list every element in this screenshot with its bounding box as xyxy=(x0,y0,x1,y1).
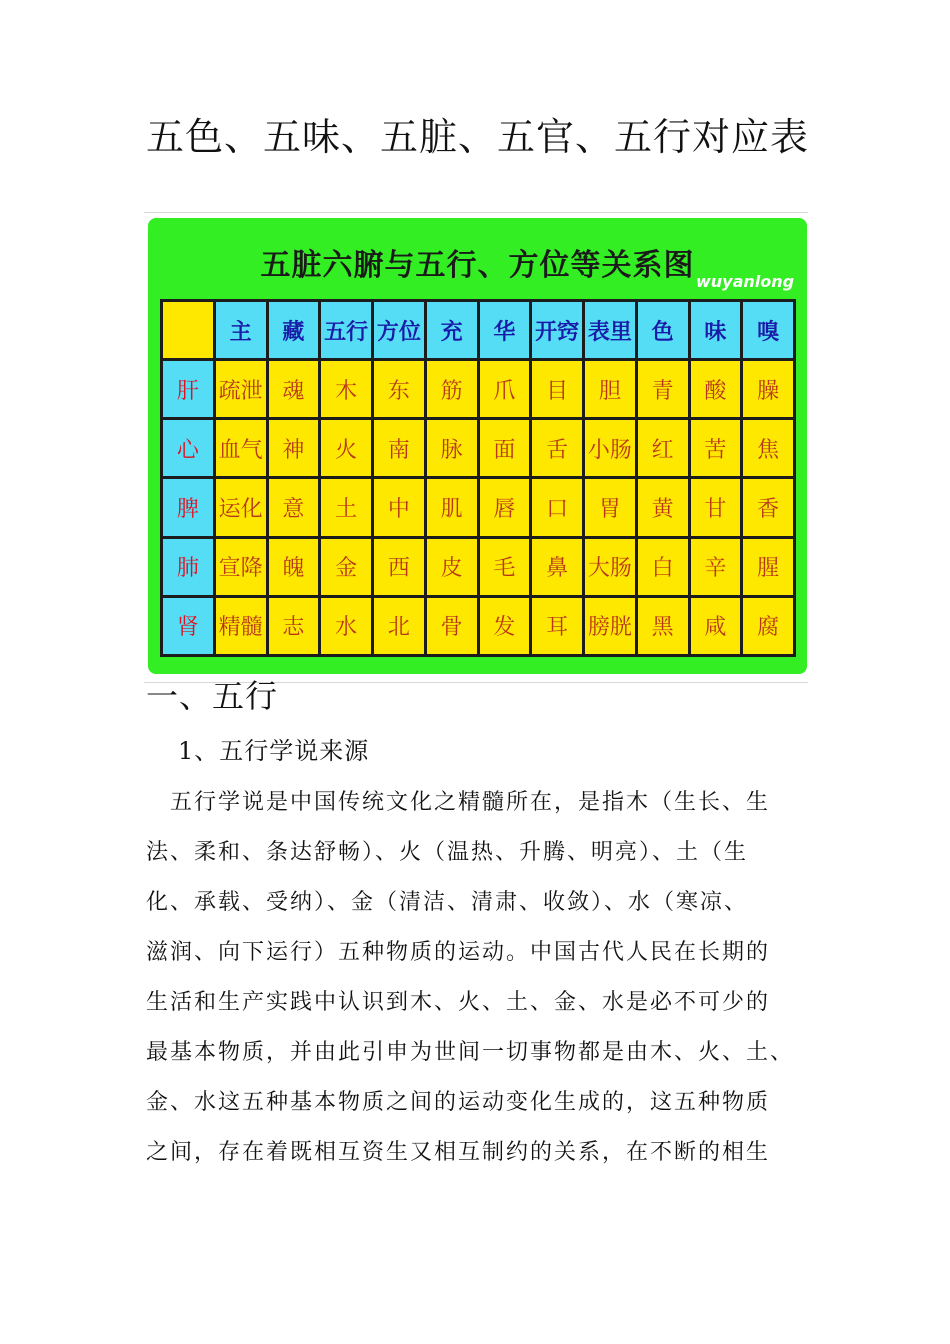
table-cell: 西 xyxy=(373,537,426,596)
table-cell: 口 xyxy=(531,478,584,537)
organ-cell: 脾 xyxy=(162,478,215,537)
paragraph-line: 法、柔和、条达舒畅）、火（温热、升腾、明亮）、土（生 xyxy=(146,840,749,865)
table-cell: 疏泄 xyxy=(214,360,267,419)
table-cell: 魂 xyxy=(267,360,320,419)
table-cell: 胃 xyxy=(584,478,637,537)
header-cell: 开窍 xyxy=(531,301,584,360)
table-row xyxy=(162,478,795,537)
table-cell: 爪 xyxy=(478,360,531,419)
relation-figure xyxy=(148,218,807,674)
table-row xyxy=(162,537,795,596)
table-cell: 精髓 xyxy=(214,596,267,655)
table-cell: 青 xyxy=(636,360,689,419)
table-cell: 焦 xyxy=(742,419,795,478)
table-cell: 北 xyxy=(373,596,426,655)
table-cell: 腐 xyxy=(742,596,795,655)
figure-top-rule xyxy=(144,212,808,213)
table-cell: 辛 xyxy=(689,537,742,596)
paragraph-line: 化、承载、受纳）、金（清洁、清肃、收敛）、水（寒凉、 xyxy=(146,890,749,915)
header-cell: 五行 xyxy=(320,301,373,360)
paragraph-line: 滋润、向下运行）五种物质的运动。中国古代人民在长期的 xyxy=(146,940,771,965)
table-cell: 腥 xyxy=(742,537,795,596)
table-cell: 皮 xyxy=(425,537,478,596)
table-cell: 唇 xyxy=(478,478,531,537)
table-cell: 火 xyxy=(320,419,373,478)
table-cell: 血气 xyxy=(214,419,267,478)
table-cell: 土 xyxy=(320,478,373,537)
table-cell: 宣降 xyxy=(214,537,267,596)
header-cell: 嗅 xyxy=(742,301,795,360)
header-cell: 味 xyxy=(689,301,742,360)
table-cell: 运化 xyxy=(214,478,267,537)
paragraph-line: 最基本物质，并由此引申为世间一切事物都是由木、火、土、 xyxy=(146,1040,795,1065)
header-cell: 色 xyxy=(636,301,689,360)
table-cell: 胆 xyxy=(584,360,637,419)
table-cell: 中 xyxy=(373,478,426,537)
paragraph-line: 五行学说是中国传统文化之精髓所在，是指木（生长、生 xyxy=(146,790,771,815)
table-cell: 红 xyxy=(636,419,689,478)
table-cell: 香 xyxy=(742,478,795,537)
organ-cell: 肾 xyxy=(162,596,215,655)
table-cell: 水 xyxy=(320,596,373,655)
figure-watermark: wuyanlong xyxy=(696,272,795,291)
header-cell: 华 xyxy=(478,301,531,360)
table-cell: 小肠 xyxy=(584,419,637,478)
table-cell: 咸 xyxy=(689,596,742,655)
header-row xyxy=(162,301,795,360)
table-cell: 南 xyxy=(373,419,426,478)
table-cell: 肌 xyxy=(425,478,478,537)
table-cell: 发 xyxy=(478,596,531,655)
section-heading: 一、五行 xyxy=(146,677,279,715)
page-title: 五色、五味、五脏、五官、五行对应表 xyxy=(146,115,810,159)
paragraph-line: 生活和生产实践中认识到木、火、土、金、水是必不可少的 xyxy=(146,990,771,1015)
table-cell: 魄 xyxy=(267,537,320,596)
paragraph-line: 之间，存在着既相互资生又相互制约的关系，在不断的相生 xyxy=(146,1140,771,1165)
section-subheading: 1、五行学说来源 xyxy=(178,737,370,765)
table-cell: 意 xyxy=(267,478,320,537)
table-cell: 苦 xyxy=(689,419,742,478)
table-cell: 木 xyxy=(320,360,373,419)
table-cell: 神 xyxy=(267,419,320,478)
table-cell: 大肠 xyxy=(584,537,637,596)
body-paragraph xyxy=(146,778,810,1178)
table-cell: 甘 xyxy=(689,478,742,537)
header-cell: 表里 xyxy=(584,301,637,360)
table-cell: 黄 xyxy=(636,478,689,537)
corner-cell xyxy=(162,301,215,360)
table-cell: 酸 xyxy=(689,360,742,419)
table-cell: 金 xyxy=(320,537,373,596)
table-cell: 白 xyxy=(636,537,689,596)
table-cell: 目 xyxy=(531,360,584,419)
header-cell: 藏 xyxy=(267,301,320,360)
table-row xyxy=(162,596,795,655)
correspondence-table xyxy=(160,299,796,657)
table-cell: 黑 xyxy=(636,596,689,655)
header-cell: 充 xyxy=(425,301,478,360)
table-row xyxy=(162,360,795,419)
table-cell: 骨 xyxy=(425,596,478,655)
table-cell: 筋 xyxy=(425,360,478,419)
table-cell: 面 xyxy=(478,419,531,478)
table-cell: 耳 xyxy=(531,596,584,655)
table-cell: 鼻 xyxy=(531,537,584,596)
table-cell: 舌 xyxy=(531,419,584,478)
organ-cell: 肝 xyxy=(162,360,215,419)
table-cell: 脉 xyxy=(425,419,478,478)
table-row xyxy=(162,419,795,478)
organ-cell: 心 xyxy=(162,419,215,478)
table-cell: 膀胱 xyxy=(584,596,637,655)
paragraph-line: 金、水这五种基本物质之间的运动变化生成的，这五种物质 xyxy=(146,1090,771,1115)
header-cell: 主 xyxy=(214,301,267,360)
header-cell: 方位 xyxy=(373,301,426,360)
table-cell: 志 xyxy=(267,596,320,655)
table-cell: 东 xyxy=(373,360,426,419)
figure-title: 五脏六腑与五行、方位等关系图 xyxy=(260,248,695,283)
organ-cell: 肺 xyxy=(162,537,215,596)
table-cell: 臊 xyxy=(742,360,795,419)
table-cell: 毛 xyxy=(478,537,531,596)
